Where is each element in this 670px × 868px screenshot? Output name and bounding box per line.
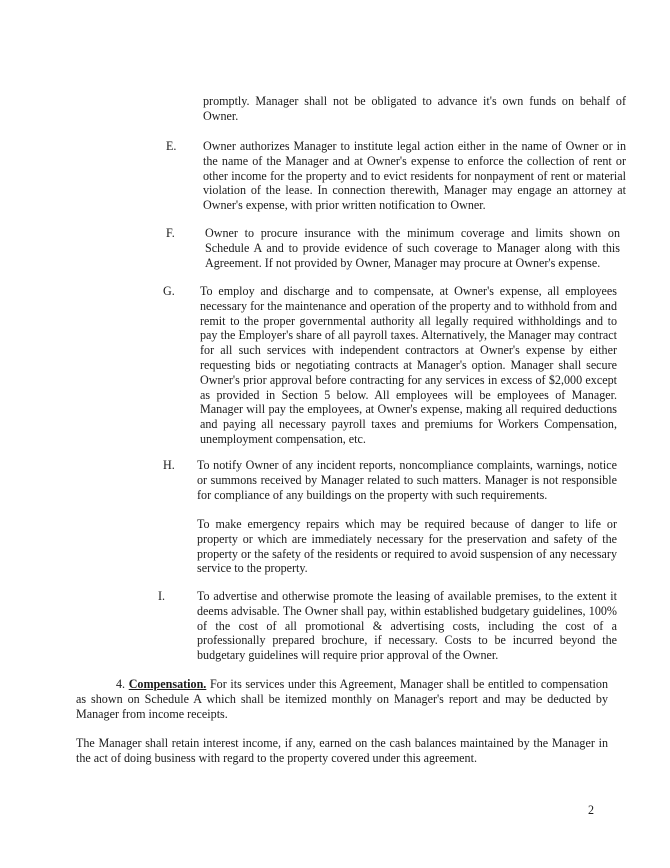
item-label-h: H. <box>163 458 175 472</box>
interest-paragraph: The Manager shall retain interest income, if any, earned on the cash balances maintained by the Manager in the act of doing business with regard to the property covered under this agreement. <box>76 736 608 765</box>
item-label-i: I. <box>158 589 166 603</box>
section-4-number: 4. <box>116 677 126 691</box>
page-number: 2 <box>588 803 595 817</box>
item-h-paragraph: To notify Owner of any incident reports, noncompliance complaints, warnings, notice or summons received by Manager related to such matters. Manager is not responsible for compliance of any buildings on the property with such requirements. <box>197 458 617 502</box>
section-4-heading: Compensation. <box>128 677 207 691</box>
item-label-f: F. <box>166 226 175 240</box>
item-i-paragraph: To advertise and otherwise promote the leasing of available premises, to the extent it deems advisable. The Owner shall pay, within established budgetary guidelines, 100% of the cost of all promotional & advertising costs, including the cost of a professionally prepared brochure, if necessary. Costs to be incurred beyond the budgetary guidelines will require prior approval of the Owner. <box>197 589 617 663</box>
item-h-paragraph-2: To make emergency repairs which may be required because of danger to life or property or which are immediately necessary for the preservation and safety of the property or the safety of the residents or required to avoid suspension of any necessary service to the property. <box>197 517 617 576</box>
item-label-e: E. <box>166 139 177 153</box>
item-g-paragraph: To employ and discharge and to compensate, at Owner's expense, all employees necessary for the maintenance and operation of the property and to withhold from and remit to the proper governmental authority all legally required withholdings and to pay the Employer's share of all payroll taxes. Alternatively, the Manager may contract for all such services with independent contractors at Owner's expense by either requesting bids or negotiating contracts at Manager's option. Manager shall secure Owner's prior approval before contracting for any services in excess of $2,000 except as provided in Section 5 below. All employees will be employees of Manager. Manager will pay the employees, at Owner's expense, making all required deductions and paying all necessary payroll taxes and premiums for Workers Compensation, unemployment compensation, etc. <box>200 284 617 446</box>
continuation-paragraph: promptly. Manager shall not be obligated to advance it's own funds on behalf of Owner. <box>203 94 626 123</box>
item-label-g: G. <box>163 284 175 298</box>
section-4-paragraph <box>76 677 608 721</box>
section-4-text: For its services under this Agreement, Manager shall be entitled to compensation as shown on Schedule A which shall be itemized monthly on Manager's report and may be deducted by Manager from income receipts. <box>76 677 609 721</box>
item-f-paragraph: Owner to procure insurance with the minimum coverage and limits shown on Schedule A and to provide evidence of such coverage to Manager along with this Agreement. If not provided by Owner, Manager may procure at Owner's expense. <box>205 226 620 270</box>
item-e-paragraph: Owner authorizes Manager to institute legal action either in the name of Owner or in the name of the Manager and at Owner's expense to enforce the collection of rent or other income for the property and to evict residents for nonpayment of rent or material violation of the lease. In connection therewith, Manager may engage an attorney at Owner's expense, with prior written notification to Owner. <box>203 139 626 213</box>
